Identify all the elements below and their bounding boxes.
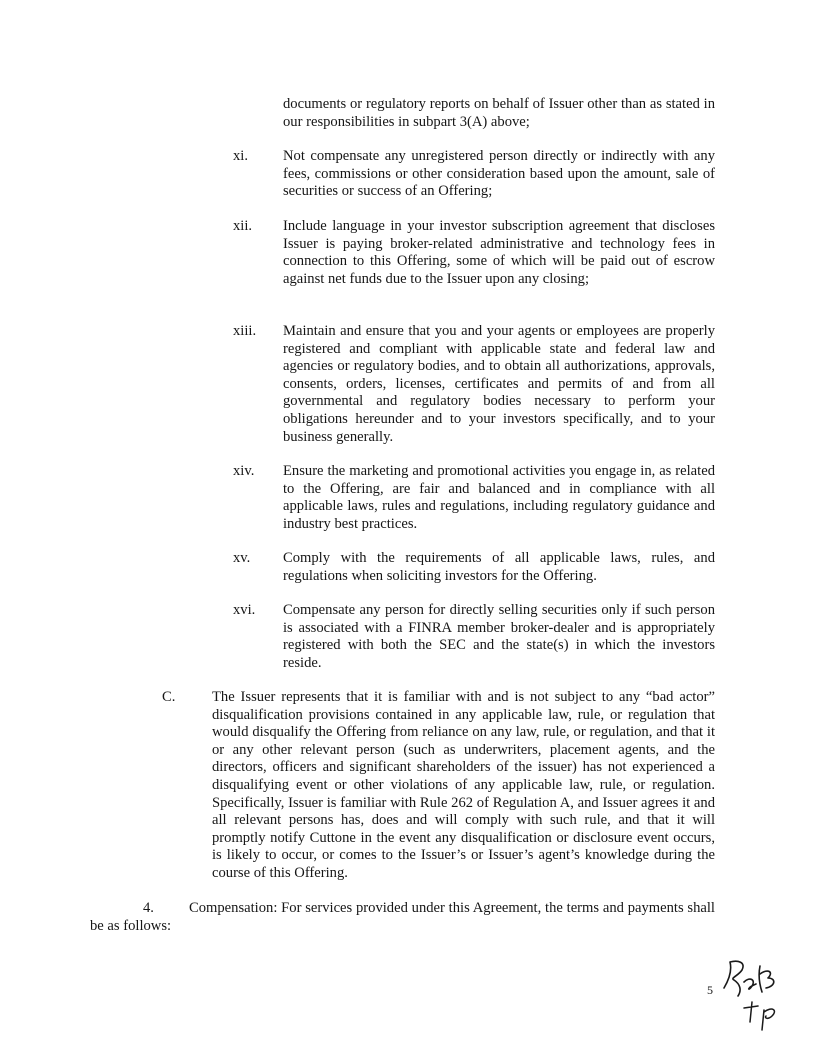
continuation-text: documents or regulatory reports on behalf of Issuer other than as stated in our responsibilities in subpart 3(A) above; [283,96,715,130]
item-number: xii. [233,218,253,234]
handwritten-initials-signature [716,952,796,1032]
item-text: Not compensate any unregistered person directly or indirectly with any fees, commissions or other consideration based upon the amount, sale of securities or success of an Offering; [283,148,715,200]
page-number: 5 [707,983,713,997]
item-text: Comply with the requirements of all applicable laws, rules, and regulations when soliciting investors for the Offering. [283,550,715,584]
initials-second-stroke [744,1002,774,1030]
item-number: xvi. [233,602,256,618]
section-text: Compensation: For services provided under this Agreement, the terms and payments shall be as follows: [90,900,715,934]
initials-mark-stroke [724,961,774,996]
section-4-paragraph [90,900,715,935]
item-text: Include language in your investor subscription agreement that discloses Issuer is paying broker-related administrative and technology fees in connection to this Offering, some of which will be paid out of escrow against net funds due to the Issuer upon any closing; [283,218,715,287]
item-text: Maintain and ensure that you and your agents or employees are properly registered and compliant with applicable state and federal law and agencies or regulatory bodies, and to obtain all authorizations, approvals, consents, orders, licenses, certificates and permits of and from all governmental and regulatory bodies necessary to perform your obligations hereunder and to your investors specifically, and to your business generally. [283,323,715,445]
section-text: The Issuer represents that it is familiar with and is not subject to any “bad actor” disqualification provisions contained in any applicable law, rule, or regulation that would disqualify the Offering from reliance on any law, rule, or regulation, and that it or any other relevant person (such as underwriters, placement agents, and the directors, officers and significant shareholders of the issuer) has not experienced a disqualifying event or other violations of any applicable law, rule, or regulation. Specifically, Issuer is familiar with Rule 262 of Regulation A, and Issuer agrees it and all relevant persons has, does and will comply with such rule, and that it will promptly notify Cuttone in the event any disqualification or disclosure event occurs, is likely to occur, or comes to the Issuer’s or Issuer’s agent’s knowledge during the course of this Offering. [212,689,715,881]
item-text: Ensure the marketing and promotional activities you engage in, as related to the Offering, are fair and balanced and in compliance with all applicable laws, rules and regulations, including regulatory guidance and industry best practices. [283,463,715,532]
item-number: xiv. [233,463,255,479]
item-number: xi. [233,148,248,164]
item-text: Compensate any person for directly selling securities only if such person is associated with a FINRA member broker-dealer and is appropriately registered with both the SEC and the state(s) in which the investors reside. [283,602,715,671]
item-number: xv. [233,550,251,566]
section-number: 4. [143,900,154,916]
section-number: C. [162,689,176,705]
item-number: xiii. [233,323,257,339]
